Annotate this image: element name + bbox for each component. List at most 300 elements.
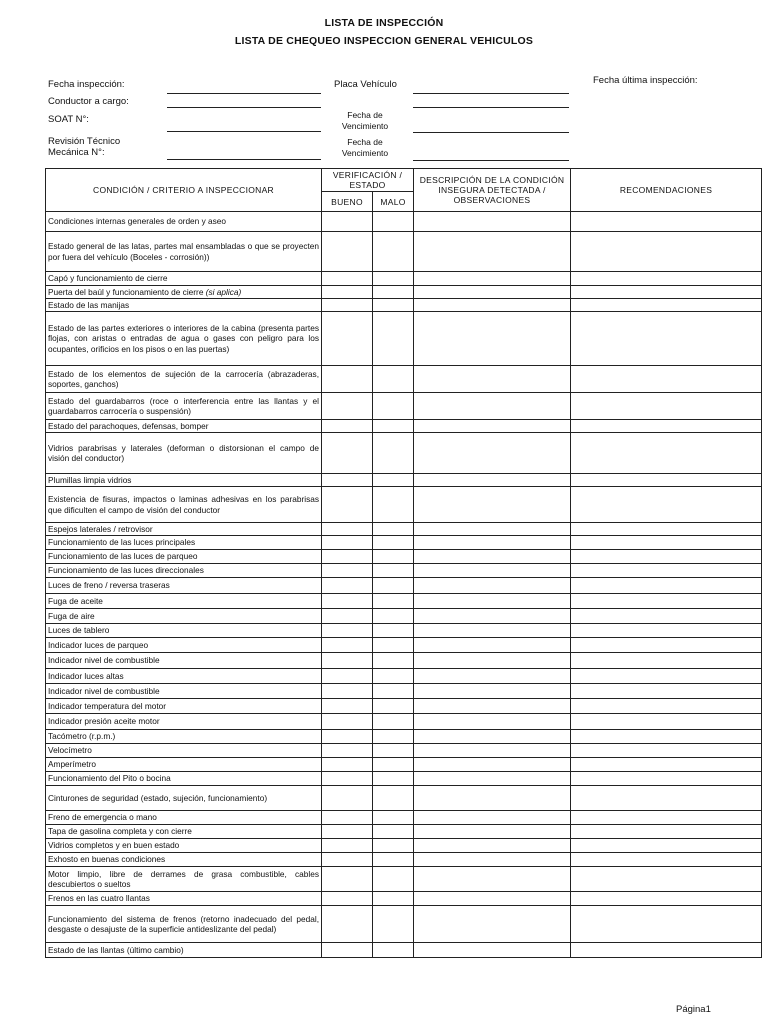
table-row: [46, 839, 762, 853]
bueno-cell[interactable]: [322, 839, 373, 853]
criterio-cell: [46, 578, 322, 594]
criterio-cell: [46, 730, 322, 744]
bueno-cell[interactable]: [322, 758, 373, 772]
descripcion-cell[interactable]: [414, 699, 571, 714]
table-row: [46, 825, 762, 839]
field-soat[interactable]: [167, 131, 321, 132]
bueno-cell[interactable]: [322, 420, 373, 433]
malo-cell[interactable]: [373, 943, 414, 958]
descripcion-cell[interactable]: [414, 393, 571, 420]
bueno-cell[interactable]: [322, 867, 373, 892]
criterio-cell: [46, 609, 322, 624]
malo-cell[interactable]: [373, 744, 414, 758]
descripcion-cell[interactable]: [414, 669, 571, 684]
criterio-text: Freno de emergencia o mano: [48, 812, 157, 823]
table-row: [46, 714, 762, 730]
recomendaciones-cell[interactable]: [571, 212, 762, 232]
criterio-text: Condiciones internas generales de orden y aseo: [48, 216, 227, 227]
criterio-text: Vidrios parabrisas y laterales (deforman o distorsionan el campo de visión del conductor): [48, 442, 319, 463]
criterio-cell: [46, 536, 322, 550]
criterio-cell: [46, 653, 322, 669]
criterio-text: Estado de los elementos de sujeción de la carrocería (abrazaderas, soportes, ganchos): [48, 368, 319, 389]
criterio-cell: [46, 638, 322, 653]
criterio-text: Velocímetro: [48, 745, 92, 756]
table-row: [46, 699, 762, 714]
criterio-text: Fuga de aire: [48, 610, 95, 621]
malo-cell[interactable]: [373, 811, 414, 825]
descripcion-cell[interactable]: [414, 811, 571, 825]
criterio-cell: [46, 523, 322, 536]
recomendaciones-cell[interactable]: [571, 906, 762, 943]
recomendaciones-cell[interactable]: [571, 744, 762, 758]
descripcion-cell[interactable]: [414, 433, 571, 474]
recomendaciones-cell[interactable]: [571, 286, 762, 299]
criterio-text: Funcionamiento de las luces direccionales: [48, 565, 204, 576]
malo-cell[interactable]: [373, 825, 414, 839]
malo-cell[interactable]: [373, 366, 414, 393]
descripcion-cell[interactable]: [414, 594, 571, 609]
table-row: [46, 943, 762, 958]
bueno-cell[interactable]: [322, 638, 373, 653]
criterio-text: Estado del parachoques, defensas, bomper: [48, 420, 209, 431]
bueno-cell[interactable]: [322, 811, 373, 825]
table-row: [46, 867, 762, 892]
criterio-cell: [46, 758, 322, 772]
descripcion-cell[interactable]: [414, 312, 571, 366]
table-row: [46, 811, 762, 825]
recomendaciones-cell[interactable]: [571, 624, 762, 638]
malo-cell[interactable]: [373, 578, 414, 594]
criterio-text: Frenos en las cuatro llantas: [48, 893, 150, 904]
criterio-text: Funcionamiento de las luces de parqueo: [48, 551, 198, 562]
descripcion-cell[interactable]: [414, 232, 571, 272]
criterio-cell: [46, 272, 322, 286]
table-row: [46, 594, 762, 609]
bueno-cell[interactable]: [322, 825, 373, 839]
malo-cell[interactable]: [373, 564, 414, 578]
recomendaciones-cell[interactable]: [571, 714, 762, 730]
criterio-cell: [46, 943, 322, 958]
criterio-text: Amperímetro: [48, 759, 96, 770]
criterio-cell: [46, 714, 322, 730]
bueno-cell[interactable]: [322, 299, 373, 312]
criterio-note: (si aplica): [205, 286, 242, 297]
col-descripcion-header: DESCRIPCIÓN DE LA CONDICIÓN INSEGURA DETECTADA / OBSERVACIONES: [414, 169, 571, 212]
malo-cell[interactable]: [373, 669, 414, 684]
table-row: [46, 730, 762, 744]
table-row: [46, 474, 762, 487]
descripcion-cell[interactable]: [414, 825, 571, 839]
criterio-text: Luces de freno / reversa traseras: [48, 580, 170, 591]
recomendaciones-cell[interactable]: [571, 523, 762, 536]
bueno-cell[interactable]: [322, 684, 373, 699]
malo-cell[interactable]: [373, 892, 414, 906]
descripcion-cell[interactable]: [414, 786, 571, 811]
inspection-table: [45, 168, 762, 958]
table-row: [46, 758, 762, 772]
criterio-cell: [46, 684, 322, 699]
descripcion-cell[interactable]: [414, 366, 571, 393]
table-row: [46, 624, 762, 638]
recomendaciones-cell[interactable]: [571, 699, 762, 714]
descripcion-cell[interactable]: [414, 892, 571, 906]
table-row: [46, 638, 762, 653]
descripcion-cell[interactable]: [414, 772, 571, 786]
malo-cell[interactable]: [373, 730, 414, 744]
bueno-cell[interactable]: [322, 212, 373, 232]
bueno-cell[interactable]: [322, 232, 373, 272]
recomendaciones-cell[interactable]: [571, 550, 762, 564]
criterio-text: Estado general de las latas, partes mal ensambladas o que se proyecten por fuera del vehículo (Boceles - corrosión)): [48, 241, 319, 262]
malo-cell[interactable]: [373, 758, 414, 772]
malo-cell[interactable]: [373, 638, 414, 653]
table-row: [46, 299, 762, 312]
recomendaciones-cell[interactable]: [571, 825, 762, 839]
descripcion-cell[interactable]: [414, 906, 571, 943]
malo-cell[interactable]: [373, 312, 414, 366]
bueno-cell[interactable]: [322, 433, 373, 474]
bueno-cell[interactable]: [322, 669, 373, 684]
table-row: [46, 232, 762, 272]
malo-cell[interactable]: [373, 272, 414, 286]
recomendaciones-cell[interactable]: [571, 366, 762, 393]
bueno-cell[interactable]: [322, 393, 373, 420]
malo-cell[interactable]: [373, 853, 414, 867]
descripcion-cell[interactable]: [414, 684, 571, 699]
recomendaciones-cell[interactable]: [571, 853, 762, 867]
recomendaciones-cell[interactable]: [571, 772, 762, 786]
field-fecha-inspeccion[interactable]: [167, 93, 321, 94]
label-conductor: Conductor a cargo:: [48, 96, 129, 107]
malo-cell[interactable]: [373, 393, 414, 420]
criterio-text: Indicador luces de parqueo: [48, 639, 149, 650]
field-placa-extra[interactable]: [413, 107, 569, 108]
criterio-cell: [46, 299, 322, 312]
descripcion-cell[interactable]: [414, 578, 571, 594]
criterio-text: Indicador presión aceite motor: [48, 716, 160, 727]
criterio-text: Existencia de fisuras, impactos o laminas adhesivas en los parabrisas que dificulten el campo de visión del conductor: [48, 494, 319, 515]
recomendaciones-cell[interactable]: [571, 578, 762, 594]
malo-cell[interactable]: [373, 839, 414, 853]
table-row: [46, 786, 762, 811]
criterio-cell: [46, 669, 322, 684]
bueno-cell[interactable]: [322, 906, 373, 943]
criterio-cell: [46, 839, 322, 853]
criterio-cell: [46, 286, 322, 299]
recomendaciones-cell[interactable]: [571, 638, 762, 653]
table-row: [46, 212, 762, 232]
recomendaciones-cell[interactable]: [571, 594, 762, 609]
criterio-cell: [46, 594, 322, 609]
criterio-text: Funcionamiento del sistema de frenos (retorno inadecuado del pedal, desgaste o desajuste de la superficie antideslizante del pedal): [48, 913, 319, 934]
label-placa-vehiculo: Placa Vehículo: [334, 79, 397, 90]
descripcion-cell[interactable]: [414, 714, 571, 730]
recomendaciones-cell[interactable]: [571, 839, 762, 853]
recomendaciones-cell[interactable]: [571, 487, 762, 523]
descripcion-cell[interactable]: [414, 212, 571, 232]
table-row: [46, 906, 762, 943]
descripcion-cell[interactable]: [414, 474, 571, 487]
criterio-text: Funcionamiento del Pito o bocina: [48, 773, 171, 784]
recomendaciones-cell[interactable]: [571, 867, 762, 892]
malo-cell[interactable]: [373, 474, 414, 487]
criterio-cell: [46, 433, 322, 474]
criterio-cell: [46, 772, 322, 786]
criterio-text: Tapa de gasolina completa y con cierre: [48, 826, 192, 837]
table-row: [46, 550, 762, 564]
table-body: [46, 212, 762, 958]
malo-cell[interactable]: [373, 699, 414, 714]
criterio-cell: [46, 393, 322, 420]
criterio-text: Vidrios completos y en buen estado: [48, 840, 180, 851]
criterio-text: Indicador temperatura del motor: [48, 700, 167, 711]
label-fecha-ultima-inspeccion: Fecha última inspección:: [593, 75, 698, 86]
recomendaciones-cell[interactable]: [571, 474, 762, 487]
col-verificacion-header: VERIFICACIÓN / ESTADO: [322, 169, 414, 192]
table-row: [46, 653, 762, 669]
table-row: [46, 523, 762, 536]
bueno-cell[interactable]: [322, 714, 373, 730]
field-revision-tecnico-mecanica[interactable]: [167, 159, 321, 160]
malo-cell[interactable]: [373, 212, 414, 232]
bueno-cell[interactable]: [322, 312, 373, 366]
criterio-text: Espejos laterales / retrovisor: [48, 523, 153, 534]
field-conductor[interactable]: [167, 107, 321, 108]
criterio-text: Indicador nivel de combustible: [48, 685, 160, 696]
col-recomendaciones-header: RECOMENDACIONES: [571, 169, 762, 212]
recomendaciones-cell[interactable]: [571, 811, 762, 825]
criterio-cell: [46, 811, 322, 825]
malo-cell[interactable]: [373, 232, 414, 272]
label-soat: SOAT N°:: [48, 114, 89, 125]
recomendaciones-cell[interactable]: [571, 420, 762, 433]
table-row: [46, 420, 762, 433]
recomendaciones-cell[interactable]: [571, 393, 762, 420]
col-malo-header: MALO: [373, 192, 414, 212]
table-row: [46, 744, 762, 758]
table-row: [46, 609, 762, 624]
malo-cell[interactable]: [373, 624, 414, 638]
malo-cell[interactable]: [373, 487, 414, 523]
recomendaciones-cell[interactable]: [571, 433, 762, 474]
criterio-cell: [46, 892, 322, 906]
criterio-text: Luces de tablero: [48, 625, 110, 636]
table-row: [46, 536, 762, 550]
table-row: [46, 578, 762, 594]
bueno-cell[interactable]: [322, 286, 373, 299]
criterio-text: Indicador luces altas: [48, 670, 124, 681]
descripcion-cell[interactable]: [414, 758, 571, 772]
criterio-cell: [46, 867, 322, 892]
criterio-text: Cinturones de seguridad (estado, sujeción, funcionamiento): [48, 792, 268, 803]
recomendaciones-cell[interactable]: [571, 232, 762, 272]
table-row: [46, 892, 762, 906]
criterio-text: Estado de las llantas (último cambio): [48, 944, 184, 955]
document-subtitle: LISTA DE CHEQUEO INSPECCION GENERAL VEHICULOS: [234, 35, 534, 47]
malo-cell[interactable]: [373, 714, 414, 730]
criterio-cell: [46, 786, 322, 811]
bueno-cell[interactable]: [322, 786, 373, 811]
descripcion-cell[interactable]: [414, 286, 571, 299]
criterio-cell: [46, 312, 322, 366]
bueno-cell[interactable]: [322, 892, 373, 906]
criterio-text: Funcionamiento de las luces principales: [48, 537, 196, 548]
malo-cell[interactable]: [373, 594, 414, 609]
table-row: [46, 312, 762, 366]
bueno-cell[interactable]: [322, 653, 373, 669]
label-fecha-vencimiento-revision: Fecha de Vencimiento: [341, 137, 389, 158]
table-row: [46, 669, 762, 684]
criterio-cell: [46, 420, 322, 433]
descripcion-cell[interactable]: [414, 609, 571, 624]
criterio-text: Motor limpio, libre de derrames de grasa combustible, cables descubiertos o sueltos: [48, 868, 319, 889]
malo-cell[interactable]: [373, 867, 414, 892]
page-number: Página1: [676, 1004, 711, 1015]
criterio-text: Plumillas limpia vidrios: [48, 474, 132, 485]
criterio-cell: [46, 366, 322, 393]
criterio-cell: [46, 487, 322, 523]
recomendaciones-cell[interactable]: [571, 892, 762, 906]
bueno-cell[interactable]: [322, 594, 373, 609]
descripcion-cell[interactable]: [414, 420, 571, 433]
malo-cell[interactable]: [373, 684, 414, 699]
table-row: [46, 286, 762, 299]
bueno-cell[interactable]: [322, 523, 373, 536]
criterio-text: Fuga de aceite: [48, 595, 103, 606]
col-condicion-header: CONDICIÓN / CRITERIO A INSPECCIONAR: [46, 169, 322, 212]
malo-cell[interactable]: [373, 420, 414, 433]
bueno-cell[interactable]: [322, 943, 373, 958]
criterio-cell: [46, 744, 322, 758]
table-row: [46, 772, 762, 786]
recomendaciones-cell[interactable]: [571, 609, 762, 624]
malo-cell[interactable]: [373, 609, 414, 624]
criterio-text: Estado del guardabarros (roce o interferencia entre las llantas y el guardabarros carrocería o suspensión): [48, 395, 319, 416]
bueno-cell[interactable]: [322, 366, 373, 393]
criterio-cell: [46, 825, 322, 839]
descripcion-cell[interactable]: [414, 299, 571, 312]
criterio-text: Estado de las manijas: [48, 299, 130, 310]
criterio-cell: [46, 624, 322, 638]
label-fecha-inspeccion: Fecha inspección:: [48, 79, 125, 90]
table-row: [46, 853, 762, 867]
criterio-cell: [46, 906, 322, 943]
recomendaciones-cell[interactable]: [571, 943, 762, 958]
descripcion-cell[interactable]: [414, 839, 571, 853]
bueno-cell[interactable]: [322, 624, 373, 638]
bueno-cell[interactable]: [322, 564, 373, 578]
malo-cell[interactable]: [373, 286, 414, 299]
descripcion-cell[interactable]: [414, 272, 571, 286]
criterio-text: Tacómetro (r.p.m.): [48, 731, 116, 742]
descripcion-cell[interactable]: [414, 624, 571, 638]
criterio-text: Indicador nivel de combustible: [48, 655, 160, 666]
descripcion-cell[interactable]: [414, 867, 571, 892]
recomendaciones-cell[interactable]: [571, 272, 762, 286]
criterio-cell: [46, 699, 322, 714]
table-row: [46, 684, 762, 699]
bueno-cell[interactable]: [322, 699, 373, 714]
criterio-text: Puerta del baúl y funcionamiento de cierre: [48, 286, 204, 297]
bueno-cell[interactable]: [322, 730, 373, 744]
table-row: [46, 433, 762, 474]
criterio-cell: [46, 550, 322, 564]
bueno-cell[interactable]: [322, 744, 373, 758]
recomendaciones-cell[interactable]: [571, 684, 762, 699]
malo-cell[interactable]: [373, 523, 414, 536]
col-bueno-header: BUENO: [322, 192, 373, 212]
descripcion-cell[interactable]: [414, 487, 571, 523]
descripcion-cell[interactable]: [414, 653, 571, 669]
bueno-cell[interactable]: [322, 772, 373, 786]
field-placa-vehiculo[interactable]: [413, 93, 569, 94]
criterio-cell: [46, 474, 322, 487]
field-fecha-vencimiento-soat[interactable]: [413, 132, 569, 133]
criterio-cell: [46, 564, 322, 578]
descripcion-cell[interactable]: [414, 853, 571, 867]
recomendaciones-cell[interactable]: [571, 653, 762, 669]
recomendaciones-cell[interactable]: [571, 786, 762, 811]
bueno-cell[interactable]: [322, 550, 373, 564]
field-fecha-vencimiento-revision[interactable]: [413, 160, 569, 161]
label-fecha-vencimiento-soat: Fecha de Vencimiento: [341, 110, 389, 131]
malo-cell[interactable]: [373, 433, 414, 474]
table-row: [46, 272, 762, 286]
bueno-cell[interactable]: [322, 474, 373, 487]
table-row: [46, 393, 762, 420]
bueno-cell[interactable]: [322, 536, 373, 550]
criterio-cell: [46, 212, 322, 232]
recomendaciones-cell[interactable]: [571, 669, 762, 684]
criterio-text: Estado de las partes exteriores o interiores de la cabina (presenta partes flojas, con aristas o entradas de agua o gases con peligro para los ocupantes, orificios en los pisos o en las puertas): [48, 322, 319, 354]
recomendaciones-cell[interactable]: [571, 536, 762, 550]
descripcion-cell[interactable]: [414, 744, 571, 758]
descripcion-cell[interactable]: [414, 523, 571, 536]
descripcion-cell[interactable]: [414, 550, 571, 564]
malo-cell[interactable]: [373, 772, 414, 786]
malo-cell[interactable]: [373, 550, 414, 564]
descripcion-cell[interactable]: [414, 564, 571, 578]
descripcion-cell[interactable]: [414, 943, 571, 958]
bueno-cell[interactable]: [322, 487, 373, 523]
recomendaciones-cell[interactable]: [571, 758, 762, 772]
recomendaciones-cell[interactable]: [571, 299, 762, 312]
descripcion-cell[interactable]: [414, 638, 571, 653]
descripcion-cell[interactable]: [414, 730, 571, 744]
descripcion-cell[interactable]: [414, 536, 571, 550]
criterio-cell: [46, 853, 322, 867]
bueno-cell[interactable]: [322, 609, 373, 624]
recomendaciones-cell[interactable]: [571, 312, 762, 366]
criterio-cell: [46, 232, 322, 272]
bueno-cell[interactable]: [322, 578, 373, 594]
label-revision-tecnico-mecanica: Revisión Técnico Mecánica N°:: [48, 136, 121, 158]
bueno-cell[interactable]: [322, 853, 373, 867]
recomendaciones-cell[interactable]: [571, 564, 762, 578]
criterio-text: Capó y funcionamiento de cierre: [48, 273, 168, 284]
malo-cell[interactable]: [373, 536, 414, 550]
malo-cell[interactable]: [373, 906, 414, 943]
malo-cell[interactable]: [373, 299, 414, 312]
recomendaciones-cell[interactable]: [571, 730, 762, 744]
table-row: [46, 366, 762, 393]
table-row: [46, 487, 762, 523]
bueno-cell[interactable]: [322, 272, 373, 286]
criterio-text: Exhosto en buenas condiciones: [48, 854, 166, 865]
malo-cell[interactable]: [373, 653, 414, 669]
document-title: LISTA DE INSPECCIÓN: [324, 17, 444, 29]
malo-cell[interactable]: [373, 786, 414, 811]
